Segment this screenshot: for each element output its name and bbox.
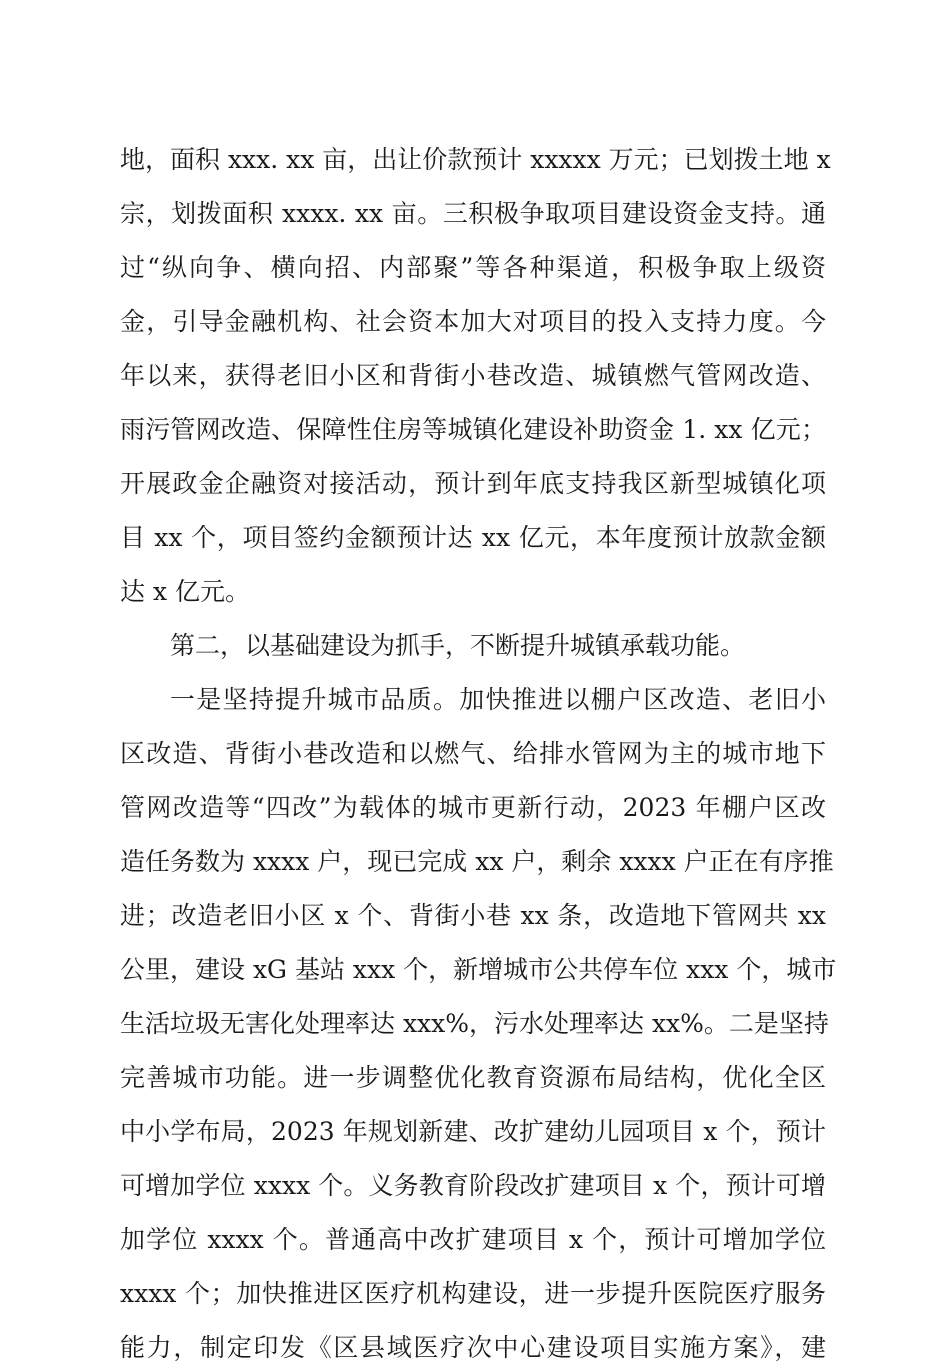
text-line: 金，引导金融机构、社会资本加大对项目的投入支持力度。今 — [120, 307, 826, 336]
text-line: 管网改造等“四改”为载体的城市更新行动，2023 年棚户区改 — [120, 793, 826, 822]
text-line: 完善城市功能。进一步调整优化教育资源布局结构，优化全区 — [120, 1063, 826, 1092]
text-line: 目 xx 个，项目签约金额预计达 xx 亿元，本年度预计放款金额 — [120, 523, 826, 552]
paragraph-first-line: 一是坚持提升城市品质。加快推进以棚户区改造、老旧小 — [170, 685, 826, 714]
text-line: 达 x 亿元。 — [120, 577, 250, 606]
text-line: 造任务数为 xxxx 户，现已完成 xx 户，剩余 xxxx 户正在有序推 — [120, 847, 834, 876]
text-line: 地，面积 xxx. xx 亩，出让价款预计 xxxxx 万元；已划拨土地 x — [120, 145, 831, 174]
text-line: 雨污管网改造、保障性住房等城镇化建设补助资金 1. xx 亿元； — [120, 415, 826, 444]
text-line: 加学位 xxxx 个。普通高中改扩建项目 x 个，预计可增加学位 — [120, 1225, 826, 1254]
text-line: 宗，划拨面积 xxxx. xx 亩。三积极争取项目建设资金支持。通 — [120, 199, 826, 228]
text-line: xxxx 个；加快推进区医疗机构建设，进一步提升医院医疗服务 — [120, 1279, 826, 1308]
text-line: 开展政金企融资对接活动，预计到年底支持我区新型城镇化项 — [120, 469, 826, 498]
text-line: 生活垃圾无害化处理率达 xxx%，污水处理率达 xx%。二是坚持 — [120, 1009, 829, 1038]
text-line: 公里，建设 xG 基站 xxx 个，新增城市公共停车位 xxx 个，城市 — [120, 955, 837, 984]
text-line: 中小学布局，2023 年规划新建、改扩建幼儿园项目 x 个，预计 — [120, 1117, 826, 1146]
section-heading: 第二，以基础建设为抓手，不断提升城镇承载功能。 — [170, 631, 746, 660]
text-line: 过“纵向争、横向招、内部聚”等各种渠道，积极争取上级资 — [120, 253, 826, 282]
text-line: 年以来，获得老旧小区和背街小巷改造、城镇燃气管网改造、 — [120, 361, 826, 390]
text-line: 可增加学位 xxxx 个。义务教育阶段改扩建项目 x 个，预计可增 — [120, 1171, 826, 1200]
text-line: 能力，制定印发《区县域医疗次中心建设项目实施方案》，建 — [120, 1333, 826, 1362]
text-line: 进；改造老旧小区 x 个、背街小巷 xx 条，改造地下管网共 xx — [120, 901, 826, 930]
text-line: 区改造、背街小巷改造和以燃气、给排水管网为主的城市地下 — [120, 739, 826, 768]
